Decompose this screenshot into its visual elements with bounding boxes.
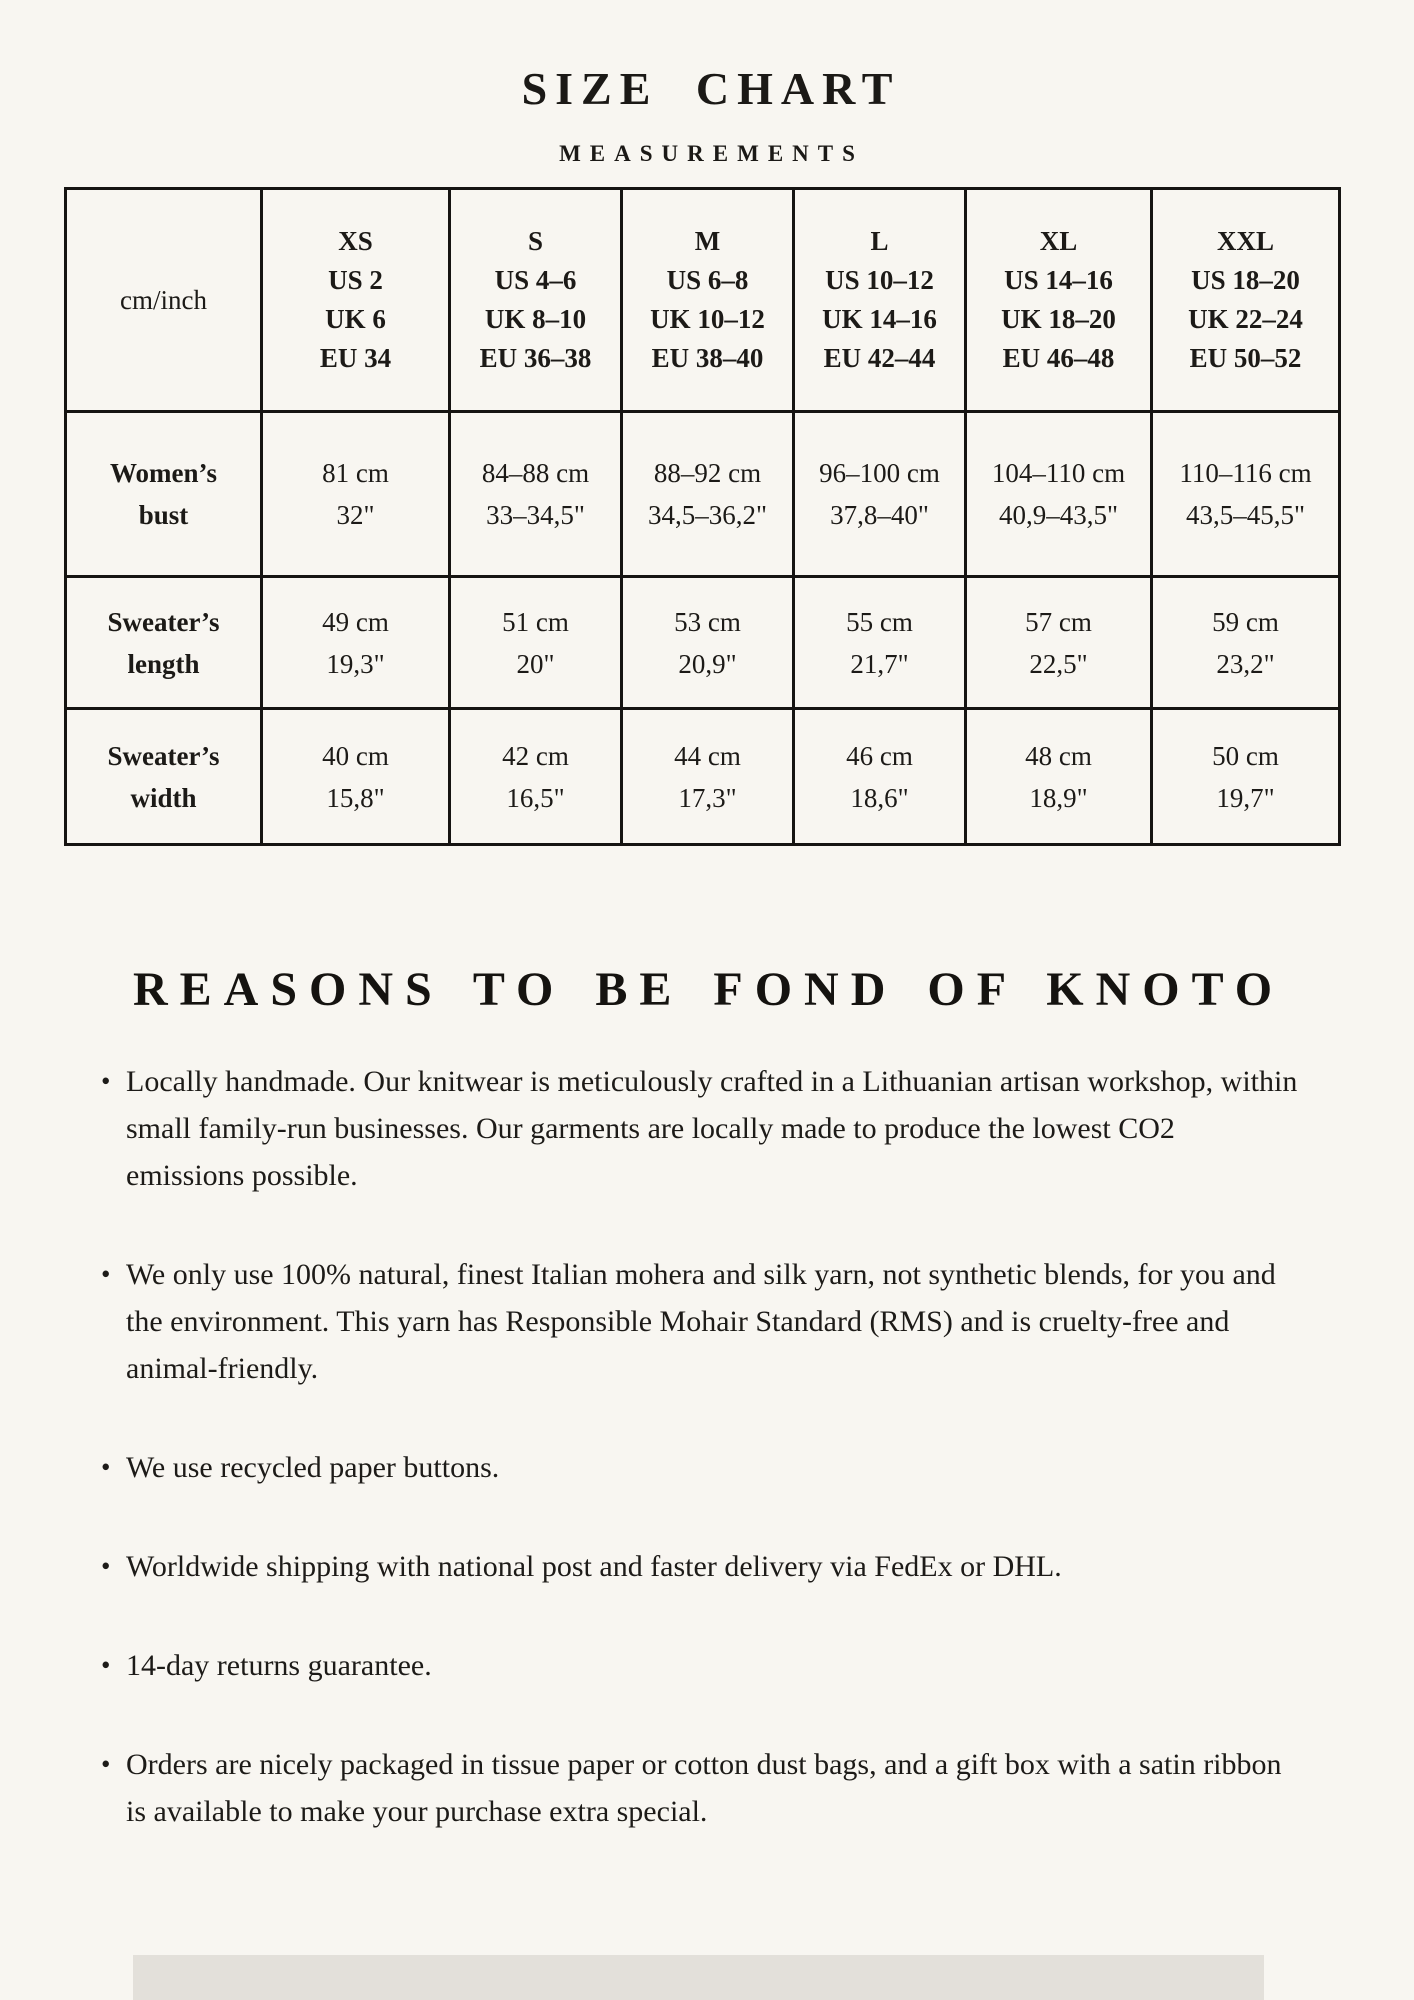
size-eu: EU 36–38 bbox=[479, 343, 592, 373]
row-label: Sweater’s length bbox=[66, 577, 262, 709]
table-row-womens-bust bbox=[66, 412, 1340, 577]
size-uk: UK 8–10 bbox=[484, 304, 587, 334]
reason-text: 14-day returns guarantee. bbox=[126, 1649, 432, 1682]
value-cm: 57 cm bbox=[1025, 606, 1092, 637]
value-inch: 37,8–40" bbox=[830, 500, 929, 530]
size-eu: EU 42–44 bbox=[823, 343, 936, 373]
footer-bar bbox=[133, 1955, 1264, 2000]
size-name: XXL bbox=[1216, 226, 1274, 256]
reason-text: Locally handmade. Our knitwear is meticulously crafted in a Lithuanian artisan workshop, within small family-run businesses. Our garments are locally made to produce the lowest CO2 emissions possible. bbox=[126, 1065, 1298, 1192]
size-us: US 18–20 bbox=[1191, 265, 1300, 295]
measurement-cell bbox=[622, 709, 794, 845]
value-cm: 49 cm bbox=[322, 606, 389, 637]
list-item bbox=[99, 1642, 1299, 1689]
measurement-cell bbox=[450, 412, 622, 577]
value-inch: 18,9" bbox=[1029, 782, 1088, 813]
list-item bbox=[99, 1251, 1299, 1392]
value-cm: 96–100 cm bbox=[819, 458, 940, 488]
size-chart-table bbox=[64, 187, 1341, 846]
value-cm: 40 cm bbox=[322, 740, 389, 771]
measurement-cell bbox=[1152, 577, 1340, 709]
measurement-cell bbox=[794, 577, 966, 709]
size-name: XS bbox=[338, 226, 373, 256]
value-inch: 22,5" bbox=[1029, 648, 1088, 679]
reason-text: We only use 100% natural, finest Italian mohera and silk yarn, not synthetic blends, for you and the environment. This yarn has Responsible Mohair Standard (RMS) and is cruelty-free and animal-friendly. bbox=[126, 1258, 1276, 1385]
size-us: US 14–16 bbox=[1004, 265, 1113, 295]
measurement-cell bbox=[1152, 412, 1340, 577]
page-title: SIZE CHART bbox=[521, 63, 901, 114]
size-uk: UK 6 bbox=[325, 304, 386, 334]
page-subtitle: MEASUREMENTS bbox=[559, 141, 864, 166]
list-item bbox=[99, 1058, 1299, 1199]
value-cm: 59 cm bbox=[1212, 606, 1279, 637]
value-inch: 16,5" bbox=[506, 782, 565, 813]
size-uk: UK 10–12 bbox=[650, 304, 765, 334]
table-row-sweaters-width bbox=[66, 709, 1340, 845]
value-cm: 110–116 cm bbox=[1179, 458, 1312, 488]
value-inch: 40,9–43,5" bbox=[998, 500, 1119, 530]
value-inch: 18,6" bbox=[850, 782, 909, 813]
reason-text: Worldwide shipping with national post and faster delivery via FedEx or DHL. bbox=[126, 1550, 1062, 1583]
size-header-m bbox=[622, 189, 794, 412]
size-us: US 4–6 bbox=[494, 265, 577, 295]
size-header-xxl bbox=[1152, 189, 1340, 412]
size-header-xl bbox=[966, 189, 1152, 412]
value-inch: 33–34,5" bbox=[486, 500, 585, 530]
value-inch: 15,8" bbox=[326, 782, 385, 813]
value-inch: 32" bbox=[336, 500, 375, 530]
measurement-cell bbox=[966, 412, 1152, 577]
size-header-xs bbox=[262, 189, 450, 412]
value-inch: 23,2" bbox=[1216, 648, 1275, 679]
measurement-cell bbox=[262, 577, 450, 709]
value-cm: 84–88 cm bbox=[481, 458, 590, 488]
value-inch: 34,5–36,2" bbox=[647, 500, 768, 530]
size-us: US 6–8 bbox=[666, 265, 749, 295]
size-name: XL bbox=[1039, 226, 1078, 256]
value-cm: 51 cm bbox=[502, 606, 569, 637]
measurement-cell bbox=[262, 412, 450, 577]
measurement-cell bbox=[262, 709, 450, 845]
row-label: Sweater’s width bbox=[66, 709, 262, 845]
size-name: L bbox=[870, 226, 889, 256]
measurement-cell bbox=[622, 412, 794, 577]
units-cell bbox=[66, 189, 262, 412]
table-row-sweaters-length bbox=[66, 577, 1340, 709]
measurement-cell bbox=[966, 577, 1152, 709]
list-item bbox=[99, 1741, 1299, 1835]
value-inch: 20" bbox=[516, 648, 555, 679]
size-eu: EU 34 bbox=[319, 343, 392, 373]
measurement-cell bbox=[622, 577, 794, 709]
measurement-cell bbox=[450, 577, 622, 709]
value-cm: 44 cm bbox=[674, 740, 741, 771]
value-cm: 104–110 cm bbox=[991, 458, 1126, 488]
size-name: S bbox=[527, 226, 544, 256]
size-uk: UK 14–16 bbox=[822, 304, 937, 334]
reasons-list bbox=[99, 1058, 1299, 1835]
value-cm: 42 cm bbox=[502, 740, 569, 771]
size-uk: UK 18–20 bbox=[1001, 304, 1116, 334]
list-item bbox=[99, 1444, 1299, 1491]
value-cm: 53 cm bbox=[674, 606, 741, 637]
size-header-l bbox=[794, 189, 966, 412]
measurement-cell bbox=[794, 709, 966, 845]
value-inch: 19,7" bbox=[1216, 782, 1275, 813]
size-name: M bbox=[694, 226, 721, 256]
value-cm: 88–92 cm bbox=[653, 458, 762, 488]
reason-text: We use recycled paper buttons. bbox=[126, 1451, 500, 1484]
value-inch: 21,7" bbox=[850, 648, 909, 679]
value-cm: 50 cm bbox=[1212, 740, 1279, 771]
measurement-cell bbox=[1152, 709, 1340, 845]
value-inch: 20,9" bbox=[678, 648, 737, 679]
value-cm: 55 cm bbox=[846, 606, 913, 637]
value-inch: 19,3" bbox=[326, 648, 385, 679]
size-us: US 2 bbox=[328, 265, 383, 295]
list-item bbox=[99, 1543, 1299, 1590]
value-cm: 81 cm bbox=[322, 458, 389, 488]
reason-text: Orders are nicely packaged in tissue paper or cotton dust bags, and a gift box with a satin ribbon is available to make your purchase extra special. bbox=[126, 1748, 1282, 1828]
value-cm: 46 cm bbox=[846, 740, 913, 771]
row-label: Women’s bust bbox=[66, 412, 262, 577]
size-eu: EU 46–48 bbox=[1002, 343, 1115, 373]
value-inch: 17,3" bbox=[678, 782, 737, 813]
units-label: cm/inch bbox=[120, 284, 207, 315]
value-cm: 48 cm bbox=[1025, 740, 1092, 771]
size-uk: UK 22–24 bbox=[1188, 304, 1303, 334]
size-eu: EU 38–40 bbox=[651, 343, 764, 373]
size-eu: EU 50–52 bbox=[1189, 343, 1302, 373]
size-header-s bbox=[450, 189, 622, 412]
reasons-heading: REASONS TO BE FOND OF KNOTO bbox=[133, 963, 1285, 1016]
size-us: US 10–12 bbox=[825, 265, 934, 295]
table-header-row bbox=[66, 189, 1340, 412]
value-inch: 43,5–45,5" bbox=[1185, 500, 1306, 530]
measurement-cell bbox=[966, 709, 1152, 845]
measurement-cell bbox=[794, 412, 966, 577]
measurement-cell bbox=[450, 709, 622, 845]
